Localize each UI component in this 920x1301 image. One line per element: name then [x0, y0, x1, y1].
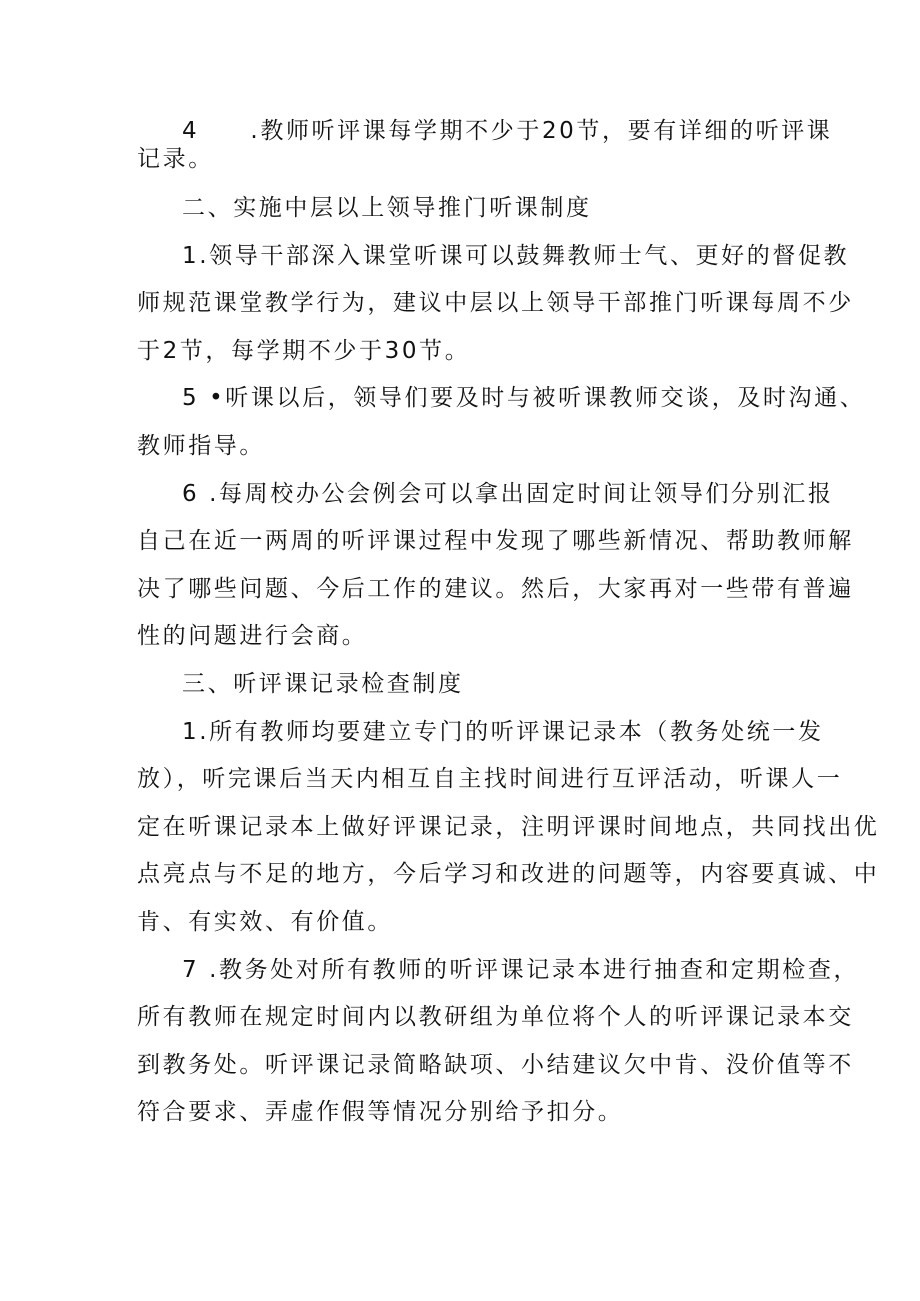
line-item-4-text: 4 .教师听评课每学期不少于20节，要有详细的听评课 [182, 118, 833, 144]
line-item-1b-text: 1.所有教师均要建立专门的听评课记录本（教务处统一发 [182, 719, 824, 745]
line-item-4-cont: 记录。 [137, 146, 214, 172]
line-item-1b-cont-4: 肯、有实效、有价值。 [137, 909, 393, 935]
line-item-1b-cont-2: 定在听课记录本上做好评课记录，注明评课时间地点，共同找出优 [137, 814, 880, 840]
line-item-5-cont: 教师指导。 [137, 433, 265, 459]
line-item-7-cont-3: 符合要求、弄虚作假等情况分别给予扣分。 [137, 1099, 624, 1125]
line-item-1-cont-2: 于2节，每学期不少于30节。 [137, 338, 471, 364]
line-item-7-cont-2: 到教务处。听评课记录简略缺项、小结建议欠中肯、没价值等不 [137, 1052, 854, 1078]
line-item-1b-cont-3: 点亮点与不足的地方，今后学习和改进的问题等，内容要真诚、中 [137, 861, 880, 887]
line-item-7-cont-1: 所有教师在规定时间内以教研组为单位将个人的听评课记录本交 [137, 1004, 854, 1030]
line-item-6-cont-1: 自己在近一两周的听评课过程中发现了哪些新情况、帮助教师解 [137, 528, 854, 554]
line-item-6-text: 6 .每周校办公会例会可以拿出固定时间让领导们分别汇报 [182, 481, 834, 507]
line-item-1-text: 1.领导干部深入课堂听课可以鼓舞教师士气、更好的督促教 [182, 243, 850, 269]
line-item-7-text: 7 .教务处对所有教师的听评课记录本进行抽查和定期检查， [182, 957, 860, 983]
section-heading-2: 二、实施中层以上领导推门听课制度 [182, 195, 592, 221]
line-item-6-cont-3: 性的问题进行会商。 [137, 623, 368, 649]
line-item-6-cont-2: 决了哪些问题、今后工作的建议。然后，大家再对一些带有普遍 [137, 576, 854, 602]
section-heading-3: 三、听评课记录检查制度 [182, 671, 464, 697]
line-item-1-cont-1: 师规范课堂教学行为，建议中层以上领导干部推门听课每周不少 [137, 290, 854, 316]
line-item-1b-cont-1: 放），听完课后当天内相互自主找时间进行互评活动，听课人一 [137, 766, 843, 792]
line-item-5-text: 5 •听课以后，领导们要及时与被听课教师交谈，及时沟通、 [182, 385, 866, 411]
